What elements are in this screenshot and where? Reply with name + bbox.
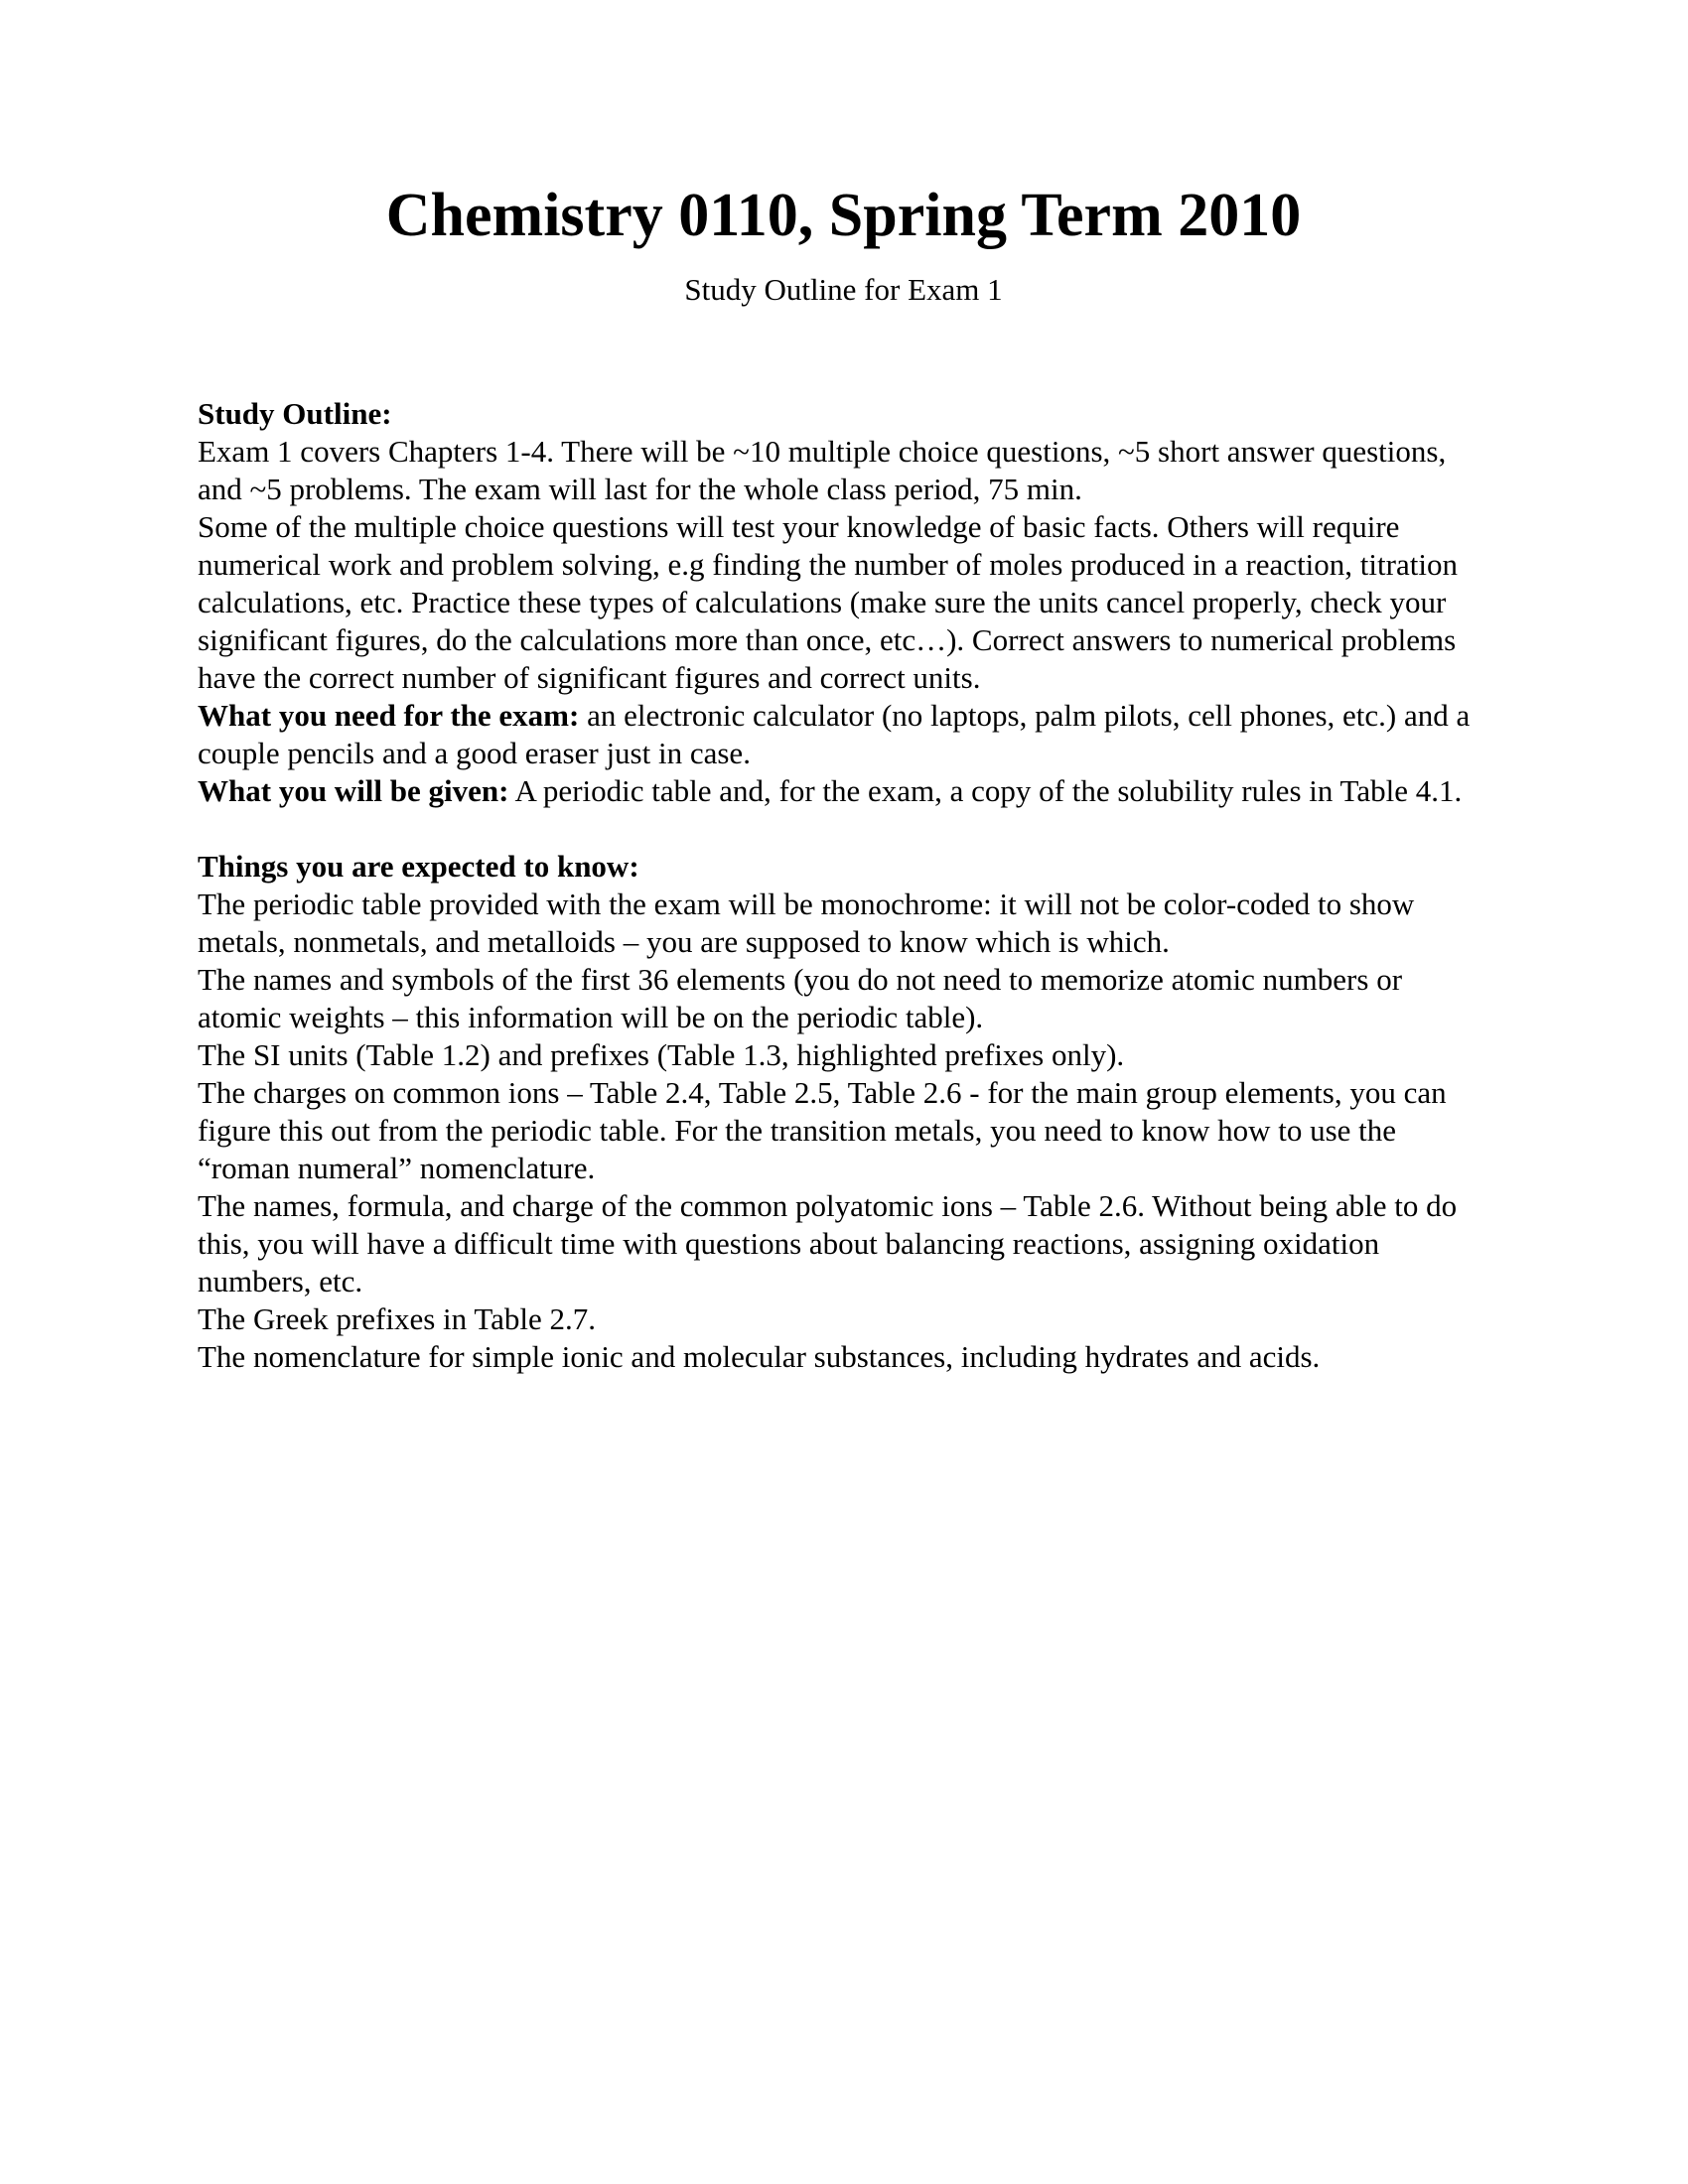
need-paragraph <box>198 697 1488 772</box>
expected-item-element-names: The names and symbols of the first 36 elements (you do not need to memorize atomic numbers or atomic weights – this information will be on the periodic table). <box>198 962 1403 1034</box>
need-text: an electronic calculator (no laptops, palm pilots, cell phones, etc.) and a couple pencils and a good eraser just in case. <box>198 698 1471 770</box>
page-subtitle: Study Outline for Exam 1 <box>684 272 1003 307</box>
intro-paragraph: Exam 1 covers Chapters 1-4. There will be ~10 multiple choice questions, ~5 short answer questions, and ~5 problems. The exam will last for the whole class period, 75 min. <box>198 434 1447 506</box>
document-body <box>198 182 1488 1376</box>
given-lead: What you will be given: <box>198 773 509 808</box>
given-text: A periodic table and, for the exam, a copy of the solubility rules in Table 4.1. <box>508 773 1463 808</box>
expected-item-nomenclature: The nomenclature for simple ionic and molecular substances, including hydrates and acids. <box>198 1339 1321 1374</box>
expected-heading: Things you are expected to know: <box>198 849 639 884</box>
multiple-choice-paragraph: Some of the multiple choice questions will test your knowledge of basic facts. Others will require numerical work and problem solving, e.g finding the number of moles produced in a reaction, titration calculations, etc. Practice these types of calculations (make sure the units cancel properly, check your significant figures, do the calculations more than once, etc…). Correct answers to numerical problems have the correct number of significant figures and correct units. <box>198 509 1458 695</box>
expected-item-greek-prefixes: The Greek prefixes in Table 2.7. <box>198 1301 596 1336</box>
expected-item-periodic-table: The periodic table provided with the exam will be monochrome: it will not be color-coded to show metals, nonmetals, and metalloids – you are supposed to know which is which. <box>198 887 1415 959</box>
given-paragraph <box>198 772 1488 810</box>
page-title: Chemistry 0110, Spring Term 2010 <box>385 182 1302 249</box>
expected-item-polyatomic-ions: The names, formula, and charge of the common polyatomic ions – Table 2.6. Without being able to do this, you will have a difficult time with questions about balancing reactions, assigning oxidation numbers, etc. <box>198 1188 1458 1298</box>
need-lead: What you need for the exam: <box>198 698 580 733</box>
expected-item-ion-charges: The charges on common ions – Table 2.4, Table 2.5, Table 2.6 - for the main group elements, you can figure this out from the periodic table. For the transition metals, you need to know how to use the “roman numeral” nomenclature. <box>198 1075 1447 1185</box>
study-outline-heading: Study Outline: <box>198 396 392 431</box>
expected-item-si-units: The SI units (Table 1.2) and prefixes (Table 1.3, highlighted prefixes only). <box>198 1037 1125 1072</box>
